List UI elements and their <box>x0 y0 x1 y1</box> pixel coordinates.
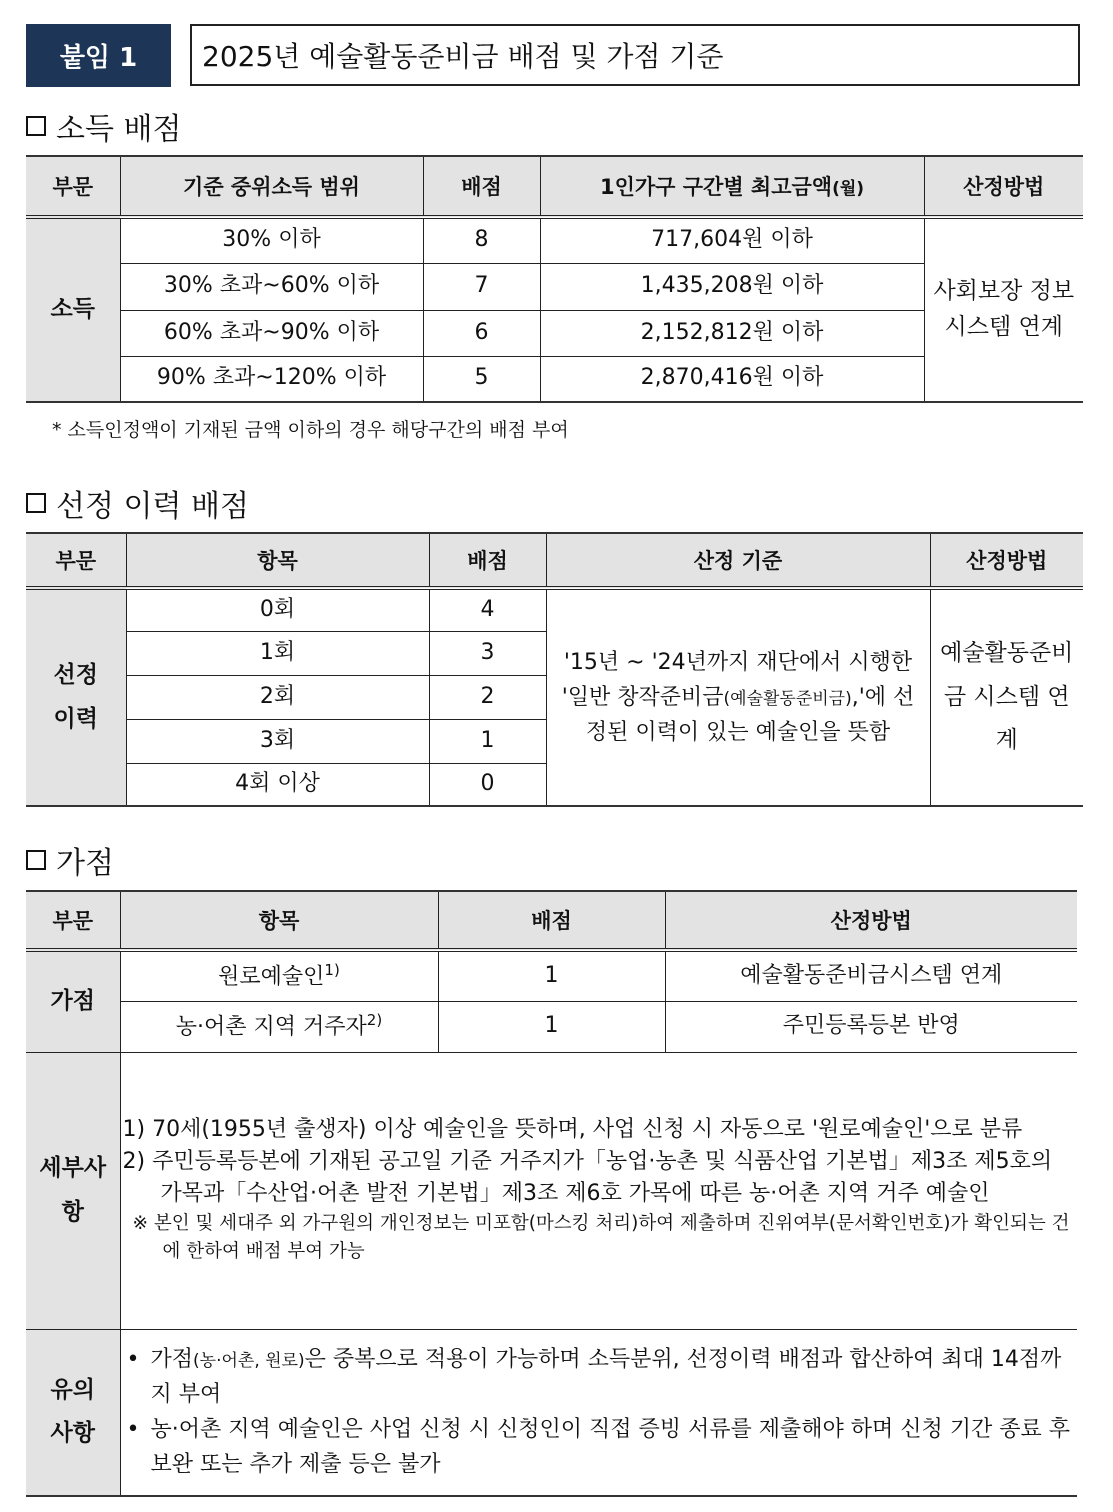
section-heading-history <box>26 481 249 525</box>
method-cell: 주민등록등본 반영 <box>665 1001 1077 1052</box>
score-cell: 1 <box>429 719 546 763</box>
col-header: 부문 <box>26 891 120 950</box>
section-heading-text: 소득 배점 <box>56 112 182 147</box>
checkbox-square-icon <box>26 116 46 136</box>
score-cell: 2 <box>429 675 546 719</box>
col-header: 항목 <box>120 891 438 950</box>
item-cell: 농·어촌 지역 거주자$^{2)}$ <box>120 1001 438 1052</box>
table-header-row <box>26 533 1083 588</box>
method-cell: 예술활동준비금 시스템 연계 <box>930 588 1083 806</box>
amount-cell: 1,435,208원 이하 <box>540 263 924 310</box>
table-row <box>26 588 1083 631</box>
table-row <box>26 1001 1077 1052</box>
detail-item-1: 1) 70세(1955년 출생자) 이상 예술인을 뜻하며, 사업 신청 시 자동으로 '원로예술인'으로 분류 <box>122 1116 1023 1142</box>
caution-content-cell <box>120 1329 1077 1496</box>
detail-row <box>26 1052 1077 1329</box>
col-header: 산정방법 <box>924 156 1083 217</box>
table-header-row <box>26 156 1083 217</box>
detail-label-cell: 세부사항 <box>26 1052 120 1329</box>
caution-item-1: • 가점(농·어촌, 원로)은 중복으로 적용이 가능하며 소득분위, 선정이력 배점과 합산하여 최대 14점까지 부여 <box>126 1346 1062 1408</box>
category-cell: 소득 <box>26 217 120 402</box>
detail-note: ※ 본인 및 세대주 외 가구원의 개인정보는 미포함(마스킹 처리)하여 제출하며 진위여부(문서확인번호)가 확인되는 건에 한하여 배점 부여 가능 <box>132 1212 1070 1263</box>
col-header: 배점 <box>438 891 665 950</box>
col-header: 산정방법 <box>665 891 1077 950</box>
score-cell: 3 <box>429 631 546 675</box>
table-row <box>26 950 1077 1001</box>
section-heading-bonus <box>26 838 114 882</box>
table-header-row <box>26 891 1077 950</box>
score-cell: 8 <box>423 217 540 263</box>
amount-cell: 2,870,416원 이하 <box>540 356 924 402</box>
range-cell: 30% 초과~60% 이하 <box>120 263 423 310</box>
col-header: 부문 <box>26 156 120 217</box>
section-heading-text: 선정 이력 배점 <box>56 489 249 524</box>
amount-cell: 2,152,812원 이하 <box>540 310 924 356</box>
caution-label-cell: 유의사항 <box>26 1329 120 1496</box>
detail-content-cell <box>120 1052 1077 1329</box>
bonus-score-table <box>26 890 1077 1497</box>
col-header: 산정방법 <box>930 533 1083 588</box>
item-cell: 2회 <box>126 675 429 719</box>
item-cell: 1회 <box>126 631 429 675</box>
attachment-badge: 붙임 1 <box>26 24 171 87</box>
item-cell: 0회 <box>126 588 429 631</box>
category-cell: 선정 이력 <box>26 588 126 806</box>
item-cell: 3회 <box>126 719 429 763</box>
col-header: 부문 <box>26 533 126 588</box>
history-score-table <box>26 532 1083 807</box>
score-cell: 7 <box>423 263 540 310</box>
category-cell: 가점 <box>26 950 120 1052</box>
col-header: 산정 기준 <box>546 533 930 588</box>
range-cell: 30% 이하 <box>120 217 423 263</box>
score-cell: 6 <box>423 310 540 356</box>
col-header: 항목 <box>126 533 429 588</box>
range-cell: 90% 초과~120% 이하 <box>120 356 423 402</box>
amount-cell: 717,604원 이하 <box>540 217 924 263</box>
method-cell: 사회보장 정보시스템 연계 <box>924 217 1083 402</box>
col-header: 배점 <box>429 533 546 588</box>
score-cell: 5 <box>423 356 540 402</box>
criteria-cell: '15년 ~ '24년까지 재단에서 시행한 '일반 창작준비금(예술활동준비금),'에 선정된 이력이 있는 예술인을 뜻함 <box>546 588 930 806</box>
score-cell: 1 <box>438 950 665 1001</box>
caution-item-2: • 농·어촌 지역 예술인은 사업 신청 시 신청인이 직접 증빙 서류를 제출해야 하며 신청 기간 종료 후 보완 또는 추가 제출 등은 불가 <box>126 1417 1070 1478</box>
income-footnote: * 소득인정액이 기재된 금액 이하의 경우 해당구간의 배점 부여 <box>52 419 569 441</box>
table-row <box>26 217 1083 263</box>
income-score-table <box>26 155 1083 403</box>
col-header: 기준 중위소득 범위 <box>120 156 423 217</box>
item-cell: 원로예술인$^{1)}$ <box>120 950 438 1001</box>
section-heading-text: 가점 <box>56 846 114 881</box>
score-cell: 1 <box>438 1001 665 1052</box>
section-heading-income <box>26 104 181 148</box>
item-cell: 4회 이상 <box>126 763 429 806</box>
col-header: 1인가구 구간별 최고금액(월) <box>540 156 924 217</box>
document-title: 2025년 예술활동준비금 배점 및 가점 기준 <box>190 24 1080 86</box>
method-cell: 예술활동준비금시스템 연계 <box>665 950 1077 1001</box>
detail-item-2: 2) 주민등록등본에 기재된 공고일 기준 거주지가「농업·농촌 및 식품산업 기본법」제3조 제5호의 가목과「수산업·어촌 발전 기본법」제3조 제6호 가목에 따른 농·어촌 지역 거주 예술인 <box>122 1148 1053 1206</box>
range-cell: 60% 초과~90% 이하 <box>120 310 423 356</box>
caution-row <box>26 1329 1077 1496</box>
checkbox-square-icon <box>26 493 46 513</box>
score-cell: 0 <box>429 763 546 806</box>
score-cell: 4 <box>429 588 546 631</box>
checkbox-square-icon <box>26 850 46 870</box>
col-header: 배점 <box>423 156 540 217</box>
